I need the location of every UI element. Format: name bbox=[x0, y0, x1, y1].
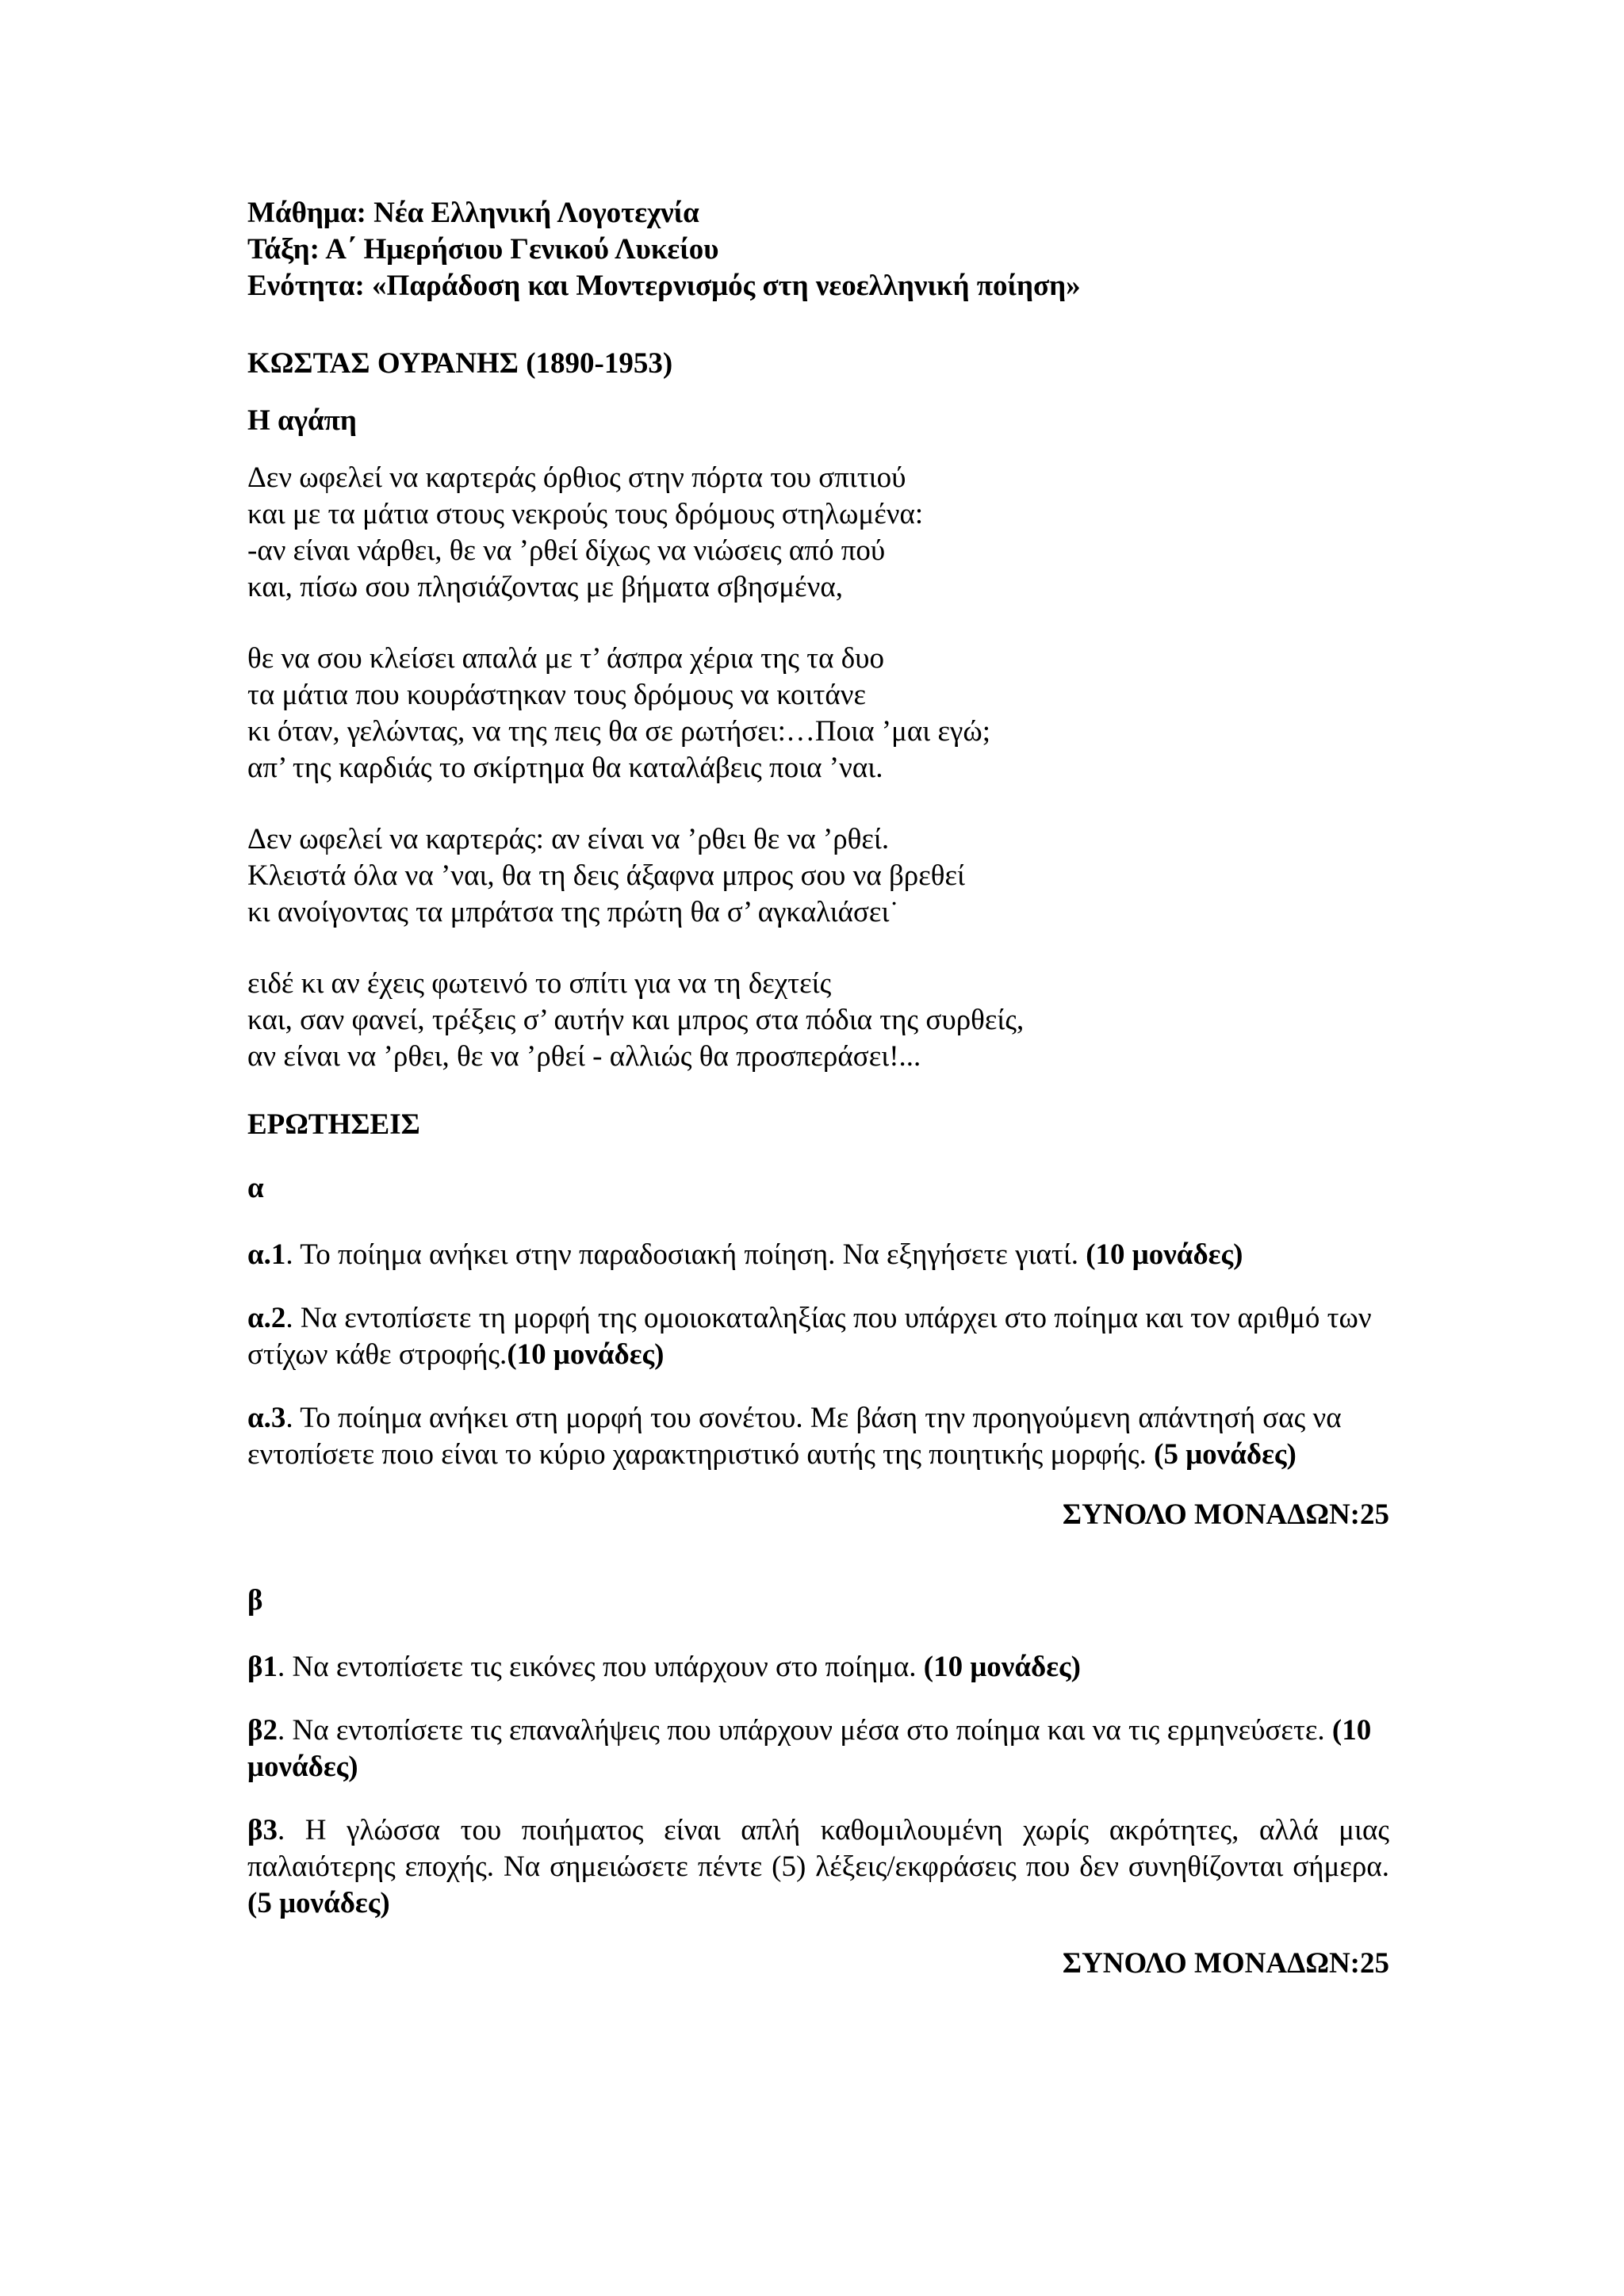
question-points: (10 μονάδες) bbox=[923, 1651, 1081, 1683]
question-text: . Να εντοπίσετε τις επαναλήψεις που υπάρχουν μέσα στο ποίημα και να τις ερμηνεύσετε. bbox=[278, 1714, 1332, 1747]
question-number: β1 bbox=[247, 1651, 278, 1683]
question-number: β3 bbox=[247, 1814, 278, 1846]
poem-stanza bbox=[247, 460, 1389, 606]
poem-line: και, πίσω σου πλησιάζοντας με βήματα σβησμένα, bbox=[247, 571, 843, 603]
poem-line: θε να σου κλείσει απαλά με τ’ άσπρα χέρια της τα δυο bbox=[247, 642, 884, 675]
poem-line: αν είναι να ’ρθει, θε να ’ρθεί - αλλιώς θα προσπεράσει!... bbox=[247, 1040, 921, 1073]
question-text: . Η γλώσσα του ποιήματος είναι απλή καθομιλουμένη χωρίς ακρότητες, αλλά μιας παλαιότερης εποχής. Να σημειώσετε πέντε (5) λέξεις/εκφράσεις που δεν συνηθίζονται σήμερα. bbox=[247, 1814, 1389, 1883]
poem-stanza bbox=[247, 966, 1389, 1075]
poem-line: Δεν ωφελεί να καρτεράς όρθιος στην πόρτα του σπιτιού bbox=[247, 461, 906, 494]
section-b-letter: β bbox=[247, 1584, 263, 1617]
question-b3 bbox=[247, 1812, 1389, 1922]
poem-line: Κλειστά όλα να ’ναι, θα τη δεις άξαφνα μπρος σου να βρεθεί bbox=[247, 859, 966, 892]
question-points: (10 μονάδες) bbox=[247, 1714, 1372, 1783]
course-line: Μάθημα: Νέα Ελληνική Λογοτεχνία bbox=[247, 197, 699, 229]
question-b1 bbox=[247, 1649, 1389, 1686]
poem-line: τα μάτια που κουράστηκαν τους δρόμους να κοιτάνε bbox=[247, 679, 866, 711]
question-text: . Το ποίημα ανήκει στην παραδοσιακή ποίηση. Να εξηγήσετε γιατί. bbox=[285, 1238, 1086, 1271]
question-points: (5 μονάδες) bbox=[247, 1887, 390, 1919]
question-points: (10 μονάδες) bbox=[1086, 1238, 1243, 1271]
question-a2 bbox=[247, 1300, 1389, 1373]
poet-name: ΚΩΣΤΑΣ ΟΥΡΑΝΗΣ (1890-1953) bbox=[247, 347, 673, 380]
poem-stanza bbox=[247, 641, 1389, 786]
poem-line: Δεν ωφελεί να καρτεράς: αν είναι να ’ρθει θε να ’ρθεί. bbox=[247, 823, 890, 855]
question-text: . Να εντοπίσετε τη μορφή της ομοιοκαταληξίας που υπάρχει στο ποίημα και τον αριθμό των στίχων κάθε στροφής. bbox=[247, 1302, 1372, 1371]
question-b2 bbox=[247, 1712, 1389, 1785]
poem-line: κι ανοίγοντας τα μπράτσα της πρώτη θα σ’ αγκαλιάσει˙ bbox=[247, 896, 899, 928]
poem-line: και με τα μάτια στους νεκρούς τους δρόμους στηλωμένα: bbox=[247, 498, 924, 530]
section-a-letter: α bbox=[247, 1172, 264, 1204]
section-a-total: ΣΥΝΟΛΟ ΜΟΝΑΔΩΝ:25 bbox=[1062, 1498, 1389, 1531]
grade-line: Τάξη: Α΄ Ημερήσιου Γενικού Λυκείου bbox=[247, 233, 719, 266]
poem-title: Η αγάπη bbox=[247, 404, 357, 437]
question-text: . Το ποίημα ανήκει στη μορφή του σονέτου. Με βάση την προηγούμενη απάντησή σας να εντοπίσετε ποιο είναι το κύριο χαρακτηριστικό αυτής της ποιητικής μορφής. bbox=[247, 1402, 1342, 1471]
question-number: α.1 bbox=[247, 1238, 286, 1271]
question-points: (10 μονάδες) bbox=[507, 1338, 665, 1371]
question-a1 bbox=[247, 1237, 1389, 1273]
questions-heading: ΕΡΩΤΗΣΕΙΣ bbox=[247, 1108, 420, 1141]
document-body bbox=[247, 195, 1389, 1982]
question-number: β2 bbox=[247, 1714, 278, 1747]
question-text: . Να εντοπίσετε τις εικόνες που υπάρχουν στο ποίημα. bbox=[278, 1651, 924, 1683]
poem-line: και, σαν φανεί, τρέξεις σ’ αυτήν και μπρος στα πόδια της συρθείς, bbox=[247, 1004, 1025, 1036]
question-a3 bbox=[247, 1400, 1389, 1473]
unit-line: Ενότητα: «Παράδοση και Μοντερνισμός στη νεοελληνική ποίηση» bbox=[247, 270, 1081, 302]
section-b-total: ΣΥΝΟΛΟ ΜΟΝΑΔΩΝ:25 bbox=[1062, 1947, 1389, 1980]
poem-line: -αν είναι νάρθει, θε να ’ρθεί δίχως να νιώσεις από πού bbox=[247, 534, 886, 567]
poem-stanza bbox=[247, 821, 1389, 931]
question-number: α.3 bbox=[247, 1402, 286, 1434]
poem-line: ειδέ κι αν έχεις φωτεινό το σπίτι για να τη δεχτείς bbox=[247, 967, 832, 1000]
poem-line: κι όταν, γελώντας, να της πεις θα σε ρωτήσει:…Ποια ’μαι εγώ; bbox=[247, 715, 990, 748]
question-points: (5 μονάδες) bbox=[1154, 1438, 1297, 1471]
question-number: α.2 bbox=[247, 1302, 286, 1334]
poem-line: απ’ της καρδιάς το σκίρτημα θα καταλάβεις ποια ’ναι. bbox=[247, 752, 883, 784]
